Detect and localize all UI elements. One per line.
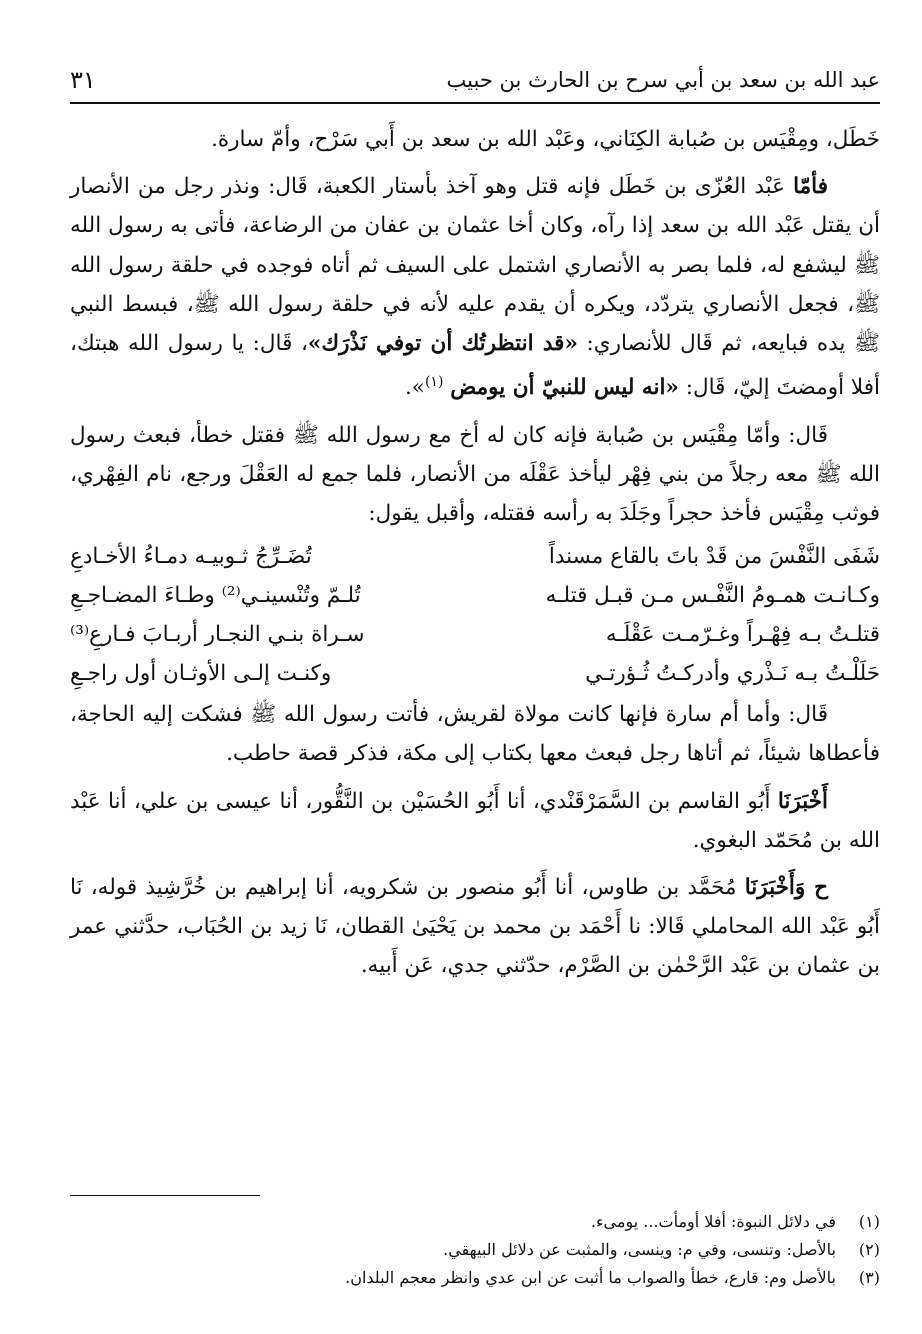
main-text <box>70 120 880 986</box>
footnote-item <box>70 1264 880 1292</box>
paragraph-2-lead: فأمّا <box>793 174 828 200</box>
poem-verse <box>70 615 880 654</box>
verse-first-hemistich: قتلـتُ بـه فِهْـراً وغـرّمـت عَقْلَـه <box>605 622 880 648</box>
paragraph-3: قَال: وأمّا مِقْيَس بن صُبابة فإنه كان له أخ مع رسول الله ﷺ فقتل خطأ، فبعث رسول الله ﷺ معه رجلاً من بني فِهْر ليأخذ عَقْلَه من الأنصار، فلما جمع له العَقْلَ ورجع، نام الفِهْري، فوثب مِقْيَس فأخذ حجراً وجَلَدَ به رأسه فقتله، وأقبل يقول: <box>70 422 880 526</box>
footnote-text: بالأصل: وتنسى، وفي م: وينسى، والمثبت عن دلائل البيهقي. <box>443 1240 836 1259</box>
book-page <box>70 40 880 1310</box>
running-title: عبد الله بن سعد بن أبي سرح بن الحارث بن حبيب <box>446 68 880 92</box>
paragraph-2-end: ». <box>404 375 425 401</box>
verse-second-hemistich: تُضَـرِّجُ ثـوبيـه دمـاءُ الأخـادعِ <box>70 544 312 570</box>
verse-first-hemistich: وكـانـت همـومُ النَّفْـس مـن قبـل قتلـه <box>545 583 880 609</box>
verse-second-hemistich: تُلـمّ وتُنْسينـي⁽²⁾ وطـاءَ المضـاجـعِ <box>70 583 361 609</box>
paragraph-5-text: أَبُو القاسم بن السَّمَرْقَنْدي، أنا أَبُو الحُسَيْن بن النَّقُّور، أنا عيسى بن علي، أنا عَبْد الله بن مُحَمّد البغوي. <box>70 788 880 853</box>
footnote-number: (٢) <box>858 1240 880 1259</box>
verse-first-hemistich: حَلَلْـتُ بـه نَـذْري وأدركـتُ ثُـؤرتـي <box>585 661 880 687</box>
paragraph-6-text: مُحَمَّد بن طاوس، أنا أَبُو منصور بن شكرويه، أنا إبراهيم بن خُرَّشِيذ قوله، نَا أَبُو عَبْد الله المحاملي قَالا: نا أَحْمَد بن محمد بن يَحْيَىٰ القطان، نَا زيد بن الحُبَاب، حدَّثني عمر بن عثمان بن عَبْد الرَّحْمٰن بن الصَّرْم، حدّثني جدي، عَن أَبيه. <box>70 875 880 979</box>
verse-second-hemistich: وكنـت إلـى الأوثـان أول راجـعِ <box>70 661 332 687</box>
poem-verse <box>70 654 880 693</box>
footnote-ref-1: (١) <box>424 374 444 391</box>
poem-verse <box>70 576 880 615</box>
footnotes <box>70 1208 880 1292</box>
poem <box>70 537 880 693</box>
footnote-text: بالأصل وم: قارع، خطأ والصواب ما أثبت عن ابن عدي وانظر معجم البلدان. <box>345 1268 836 1287</box>
paragraph-6 <box>70 868 880 986</box>
poem-verse <box>70 537 880 576</box>
footnote-divider <box>70 1195 260 1196</box>
paragraph-5-lead: أَخْبَرَنَا <box>777 788 828 814</box>
verse-first-hemistich: شَفَى النَّفْسَ من قَدْ باتَ بالقاع مسنداً <box>548 544 880 570</box>
footnote-item <box>70 1236 880 1264</box>
footnote-number: (٣) <box>858 1268 880 1287</box>
page-number: ٣١ <box>70 66 96 94</box>
paragraph-6-lead: ح وَأَخْبَرَنَا <box>744 875 828 900</box>
paragraph-4: قَال: وأما أم سارة فإنها كانت مولاة لقريش، فأتت رسول الله ﷺ فشكت إليه الحاجة، فأعطاها شيئاً، ثم أتاها رجل فبعث معها بكتاب إلى مكة، فذكر قصة حاطب. <box>70 702 880 767</box>
verse-second-hemistich: سـراة بنـي النجـار أربـابَ فـارعِ⁽³⁾ <box>70 622 365 648</box>
footnote-text: في دلائل النبوة: أفلا أومأت... يومىء. <box>590 1212 836 1231</box>
footnote-number: (١) <box>858 1212 880 1231</box>
paragraph-2 <box>70 167 880 407</box>
paragraph-2-middle: ، قَال: يا رسول الله هبتك، أفلا أومضتَ إليّ، قَال: <box>70 331 880 401</box>
prophet-quote-1: «قد انتظرتُك أن توفي نَذْرَك» <box>307 331 578 357</box>
running-header <box>70 62 880 104</box>
paragraph-5 <box>70 782 880 860</box>
paragraph-2-text: عَبْد العُزّى بن خَطَل فإنه قتل وهو آخذ بأستار الكعبة، قَال: ونذر رجل من الأنصار أن يقتل عَبْد الله بن سعد إذا رآه، وكان أخا عثمان بن عفان من الرضاعة، فأتى به رسول الله ﷺ ليشفع له، فلما بصر به الأنصاري اشتمل على السيف ثم أتاه فوجده في حلقة رسول الله ﷺ، فجعل الأنصاري يتردّد، ويكره أن يقدم عليه لأنه في حلقة رسول الله ﷺ، فبسط النبي ﷺ يده فبايعه، ثم قَال للأنصاري: <box>70 174 880 357</box>
prophet-quote-2: «انه ليس للنبيّ أن يومض <box>450 375 679 401</box>
paragraph-1: خَطَل، ومِقْيَس بن صُبابة الكِنَاني، وعَبْد الله بن سعد بن أَبي سَرْح، وأمّ سارة. <box>211 127 880 152</box>
footnote-item <box>70 1208 880 1236</box>
